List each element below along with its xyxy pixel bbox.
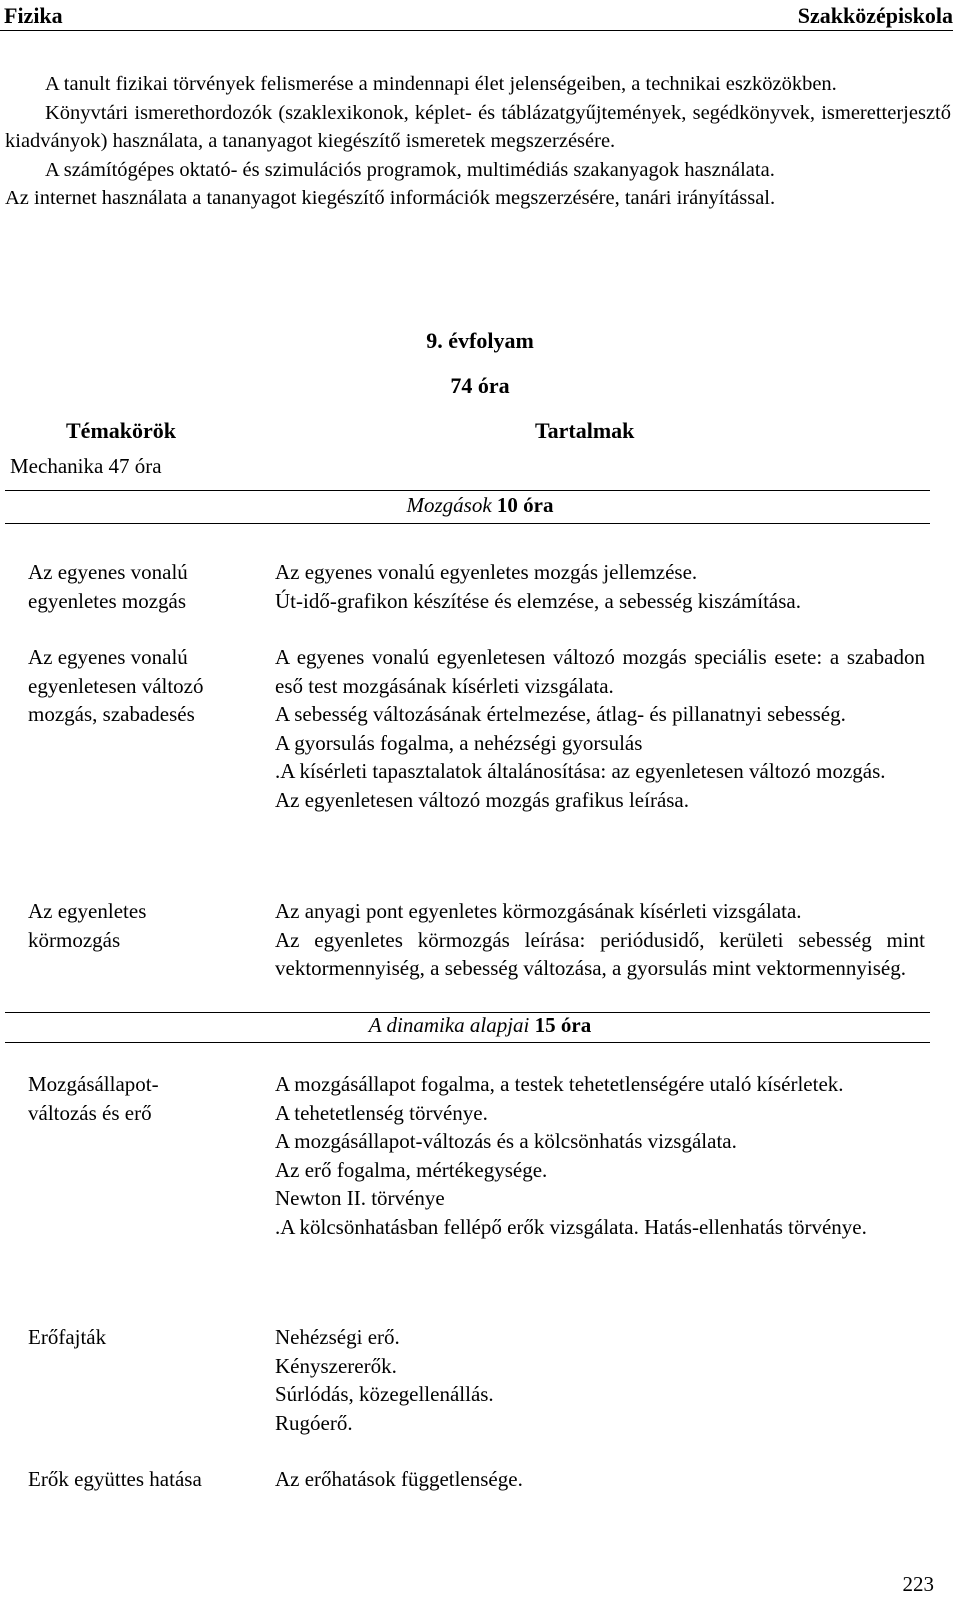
column-header-contents: Tartalmak: [535, 418, 635, 443]
header-subject: Fizika: [4, 3, 63, 28]
intro-paragraph: Az internet használata a tananyagot kiegészítő információk megszerzésére, tanári irányítással.: [5, 187, 776, 209]
intro-text: [5, 70, 951, 213]
topic-circular-motion: Az egyenletes körmozgás: [28, 899, 147, 952]
divider: [5, 490, 930, 491]
intro-paragraph: A számítógépes oktató- és szimulációs programok, multimédiás szakanyagok használata.: [45, 158, 775, 181]
section-title-motion: Mozgások 10 óra: [406, 493, 554, 517]
content-accelerated-motion: A egyenes vonalú egyenletesen változó mozgás speciális esete: a szabadon eső test mozgásának kísérleti vizsgálata. A sebesség változásának értelmezése, átlag- és pillanatnyi sebesség. A gyorsulás fogalma, a nehézségi gyorsulás .A kísérleti tapasztalatok általánosítása: az egyenletesen változó mozgás. Az egyenletesen változó mozgás grafikus leírása.: [275, 645, 925, 812]
intro-paragraph: A tanult fizikai törvények felismerése a mindennapi élet jelenségeiben, a technikai eszközökben.: [45, 73, 837, 95]
content-uniform-motion: Az egyenes vonalú egyenletes mozgás jellemzése. Út-idő-grafikon készítése és elemzése, a sebesség kiszámítása.: [275, 560, 801, 613]
topic-force-types: Erőfajták: [28, 1325, 107, 1349]
page-header: [0, 0, 953, 31]
topic-uniform-motion: Az egyenes vonalú egyenletes mozgás: [28, 560, 188, 613]
divider: [5, 1042, 930, 1043]
content-circular-motion: Az anyagi pont egyenletes körmozgásának kísérleti vizsgálata. Az egyenletes körmozgás leírása: periódusidő, kerületi sebesség mint vektormennyiség, a sebesség változása, a gyorsulás mint vektormennyiség.: [275, 899, 925, 980]
content-combined-forces: Az erőhatások függetlensége.: [275, 1467, 523, 1491]
topic-combined-forces: Erők együttes hatása: [28, 1467, 202, 1491]
divider: [5, 523, 930, 524]
topic-state-change-force: Mozgásállapot-változás és erő: [28, 1072, 159, 1125]
page-number: 223: [902, 1572, 934, 1596]
grade-hours: 74 óra: [450, 373, 510, 398]
topic-accelerated-motion: Az egyenes vonalú egyenletesen változó mozgás, szabadesés: [28, 645, 204, 726]
intro-paragraph: Könyvtári ismerethordozók (szaklexikonok, képlet- és táblázatgyűjtemények, segédkönyvek, ismeretterjesztő kiadványok) használata, a tananyagot kiegészítő ismeretek megszerzésére.: [5, 101, 951, 152]
column-header-topics: Témakörök: [66, 418, 176, 443]
grade-title: 9. évfolyam: [426, 328, 534, 353]
content-state-change-force: A mozgásállapot fogalma, a testek tehetetlenségére utaló kísérletek. A tehetetlenség törvénye. A mozgásállapot-változás és a kölcsönhatás vizsgálata. Az erő fogalma, mértékegysége. Newton II. törvénye .A kölcsönhatásban fellépő erők vizsgálata. Hatás-ellenhatás törvénye.: [275, 1072, 867, 1239]
section-title-dynamics: A dinamika alapjai 15 óra: [368, 1013, 592, 1037]
content-force-types: Nehézségi erő. Kényszererők. Súrlódás, közegellenállás. Rugóerő.: [275, 1325, 494, 1435]
unit-label: Mechanika 47 óra: [10, 454, 162, 478]
header-school-type: Szakközépiskola: [797, 3, 953, 28]
